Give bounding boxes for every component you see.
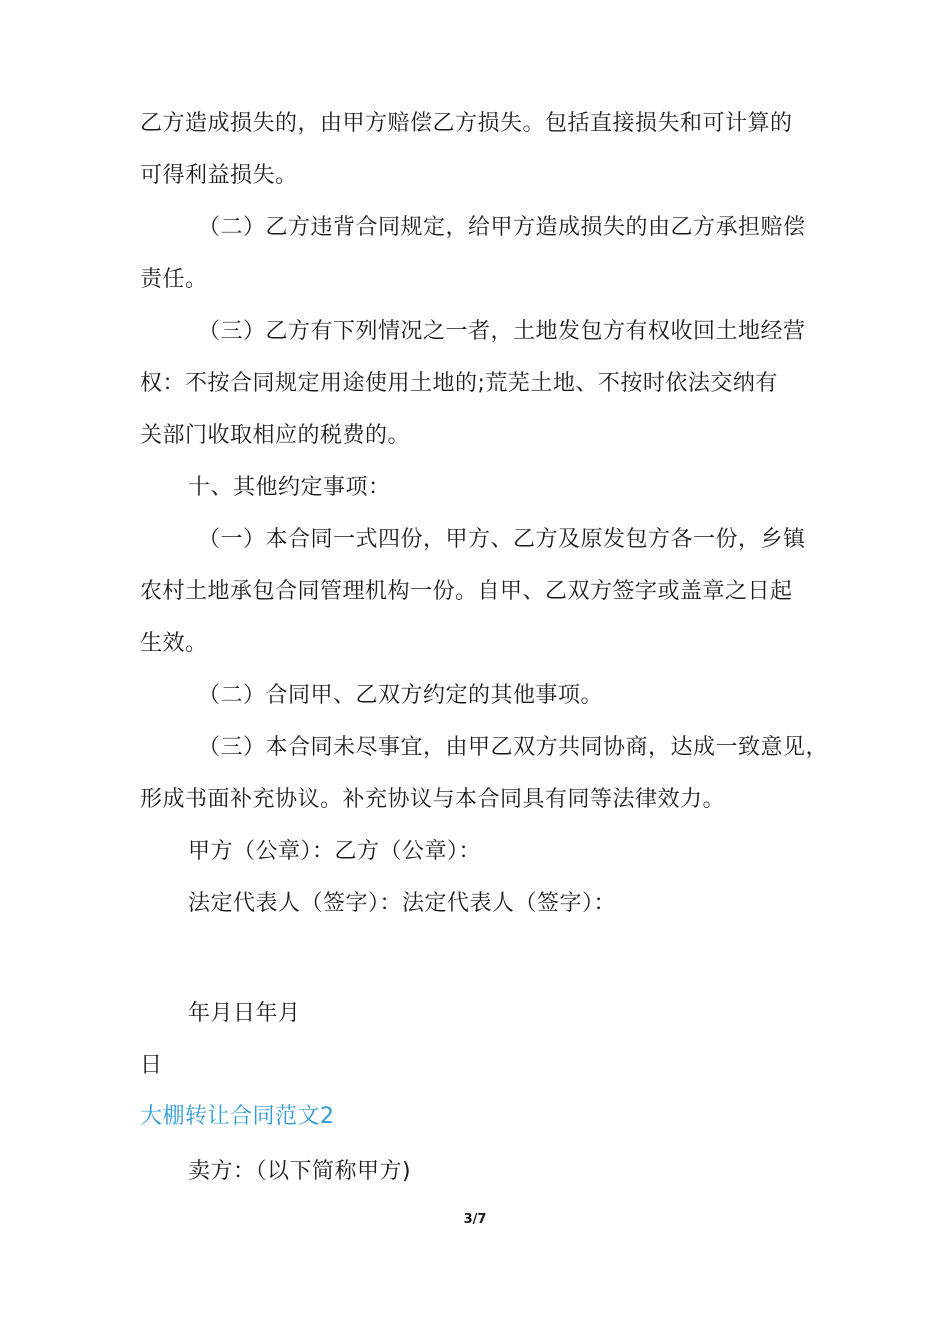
paragraph-line: 关部门收取相应的税费的。 — [140, 423, 411, 448]
page-number: 3/7 — [463, 1212, 487, 1227]
paragraph-line: 可得利益损失。 — [140, 163, 298, 188]
date-line: 年月日年月 — [188, 1001, 301, 1026]
clause-line: （三）本合同未尽事宜，由甲乙双方共同协商，达成一致意见， — [198, 735, 829, 760]
date-line-continued: 日 — [140, 1053, 163, 1078]
seller-line: 卖方：（以下简称甲方) — [188, 1159, 412, 1184]
section-title: 十、其他约定事项： — [188, 475, 391, 500]
clause-line: （一）本合同一式四份，甲方、乙方及原发包方各一份，乡镇 — [198, 527, 806, 552]
paragraph-line: 生效。 — [140, 631, 208, 656]
clause-line: （三）乙方有下列情况之一者，土地发包方有权收回土地经营 — [198, 319, 806, 344]
section-heading: 大棚转让合同范文2 — [140, 1104, 335, 1129]
paragraph-line: 农村土地承包合同管理机构一份。自甲、乙双方签字或盖章之日起 — [140, 579, 793, 604]
signature-line-seal: 甲方（公章）：乙方（公章）： — [188, 839, 482, 864]
clause-line: （二）合同甲、乙双方约定的其他事项。 — [198, 683, 604, 708]
paragraph-line: 权：不按合同规定用途使用土地的;荒芜土地、不按时依法交纳有 — [140, 371, 778, 396]
paragraph-line: 责任。 — [140, 267, 208, 292]
clause-line: （二）乙方违背合同规定，给甲方造成损失的由乙方承担赔偿 — [198, 215, 806, 240]
signature-line-representative: 法定代表人（签字）：法定代表人（签字）： — [188, 891, 617, 916]
paragraph-line: 乙方造成损失的，由甲方赔偿乙方损失。包括直接损失和可计算的 — [140, 111, 793, 136]
paragraph-line: 形成书面补充协议。补充协议与本合同具有同等法律效力。 — [140, 787, 726, 812]
